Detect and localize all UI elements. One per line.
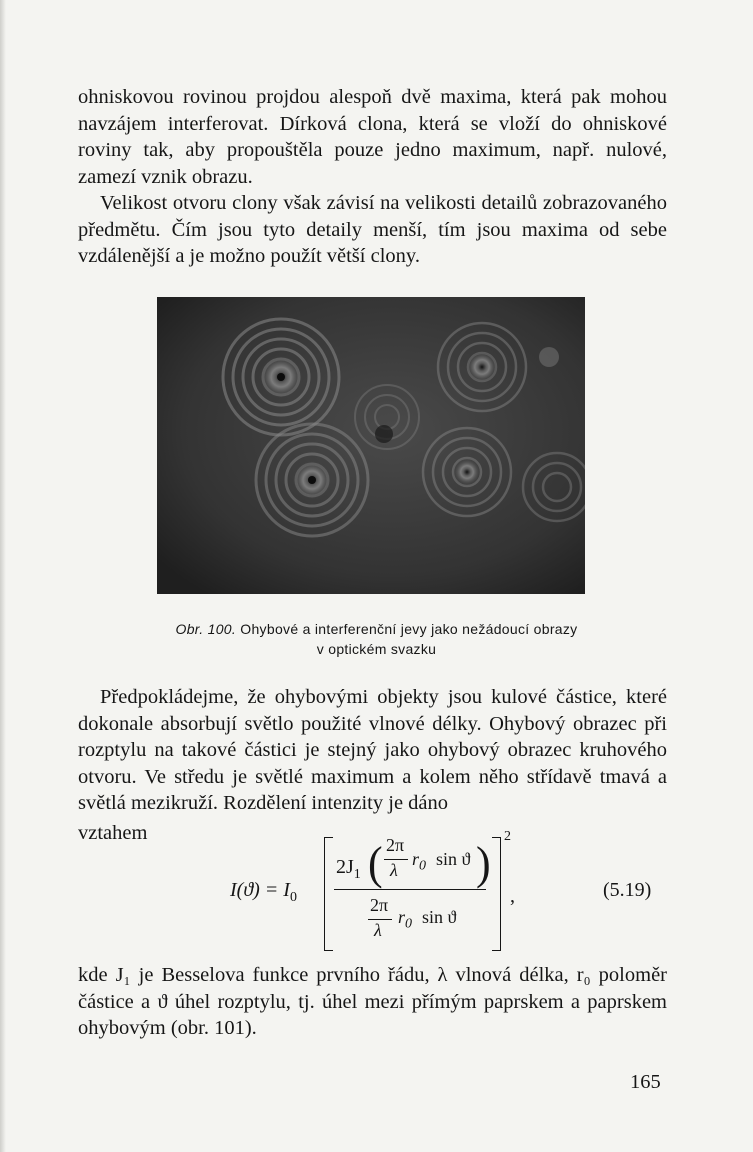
- bessel-j: 2J: [336, 856, 354, 878]
- paragraph-3-last-word: vztahem: [78, 822, 148, 844]
- diffraction-photo: [157, 297, 585, 594]
- equation-5-19: [230, 829, 670, 953]
- num-two-pi: 2π: [386, 835, 405, 855]
- formula-exponent: 2: [504, 829, 511, 844]
- num-sin-theta: sin ϑ: [436, 849, 471, 869]
- paragraph-2: Velikost otvoru clony však závisí na velikosti detailů zobrazovaného předmětu. Čím jsou tyto detaily menší, tím jsou maxima od sebe vzdálenější a je možno použít větší clony.: [78, 192, 667, 267]
- caption-line-2: v optickém svazku: [316, 641, 437, 657]
- page-edge: [0, 0, 6, 1152]
- num-lambda: λ: [390, 860, 398, 880]
- figure-100-photo: [157, 297, 585, 594]
- figure-caption: [110, 619, 643, 659]
- bright-speck: [539, 347, 559, 367]
- fraction-bar: [334, 889, 486, 890]
- ring-core-1: [277, 373, 285, 381]
- formula-numerator: $2J_1$ ( 2π λ $r_0$ sin ϑ ): [336, 835, 491, 890]
- formula-lhs: $I(ϑ) = I_0$: [230, 879, 297, 905]
- caption-line-1: Ohybové a interferenční jevy jako nežádoucí obrazy: [240, 621, 578, 637]
- right-bracket: [492, 837, 501, 951]
- formula-denominator: 2π λ $r_0$ sin ϑ: [370, 895, 457, 940]
- dark-speck: [375, 425, 393, 443]
- paragraph-3: Předpokládejme, že ohybovými objekty jsou kulové částice, které dokonale absorbují světlo použité vlnové délky. Ohybový obrazec při rozptylu na takové částici je stejný jako ohybový obrazec kruhového otvoru. Ve středu je světlé maximum a kolem něho střídavě tmavá a světlá mezikruží. Rozdělení intenzity je dáno: [78, 686, 667, 814]
- ring-center-3: [466, 351, 498, 383]
- caption-label: Obr. 100.: [175, 621, 237, 637]
- formula-comma: ,: [510, 885, 515, 907]
- paragraph-4: kde J₁ je Besselova funkce prvního řádu, λ vlnová délka, r₀ poloměr částice a ϑ úhel rozptylu, tj. úhel mezi přímým paprskem a paprskem ohybovým (obr. 101).: [78, 964, 667, 1039]
- den-sin-theta: sin ϑ: [422, 907, 457, 927]
- ring-core-2: [308, 476, 316, 484]
- den-two-pi: 2π: [370, 895, 389, 915]
- ring-center-4: [453, 458, 481, 486]
- equation-number: (5.19): [603, 879, 652, 901]
- page-number: 165: [630, 1071, 661, 1093]
- paragraph-1: ohniskovou rovinou projdou alespoň dvě maxima, která pak mohou navzájem interferovat. Dírková clona, která se vloží do ohniskové roviny tak, aby propouštěla pouze jedno maximum, např. nulové, zamezí vznik obrazu.: [78, 86, 667, 188]
- den-lambda: λ: [374, 920, 382, 940]
